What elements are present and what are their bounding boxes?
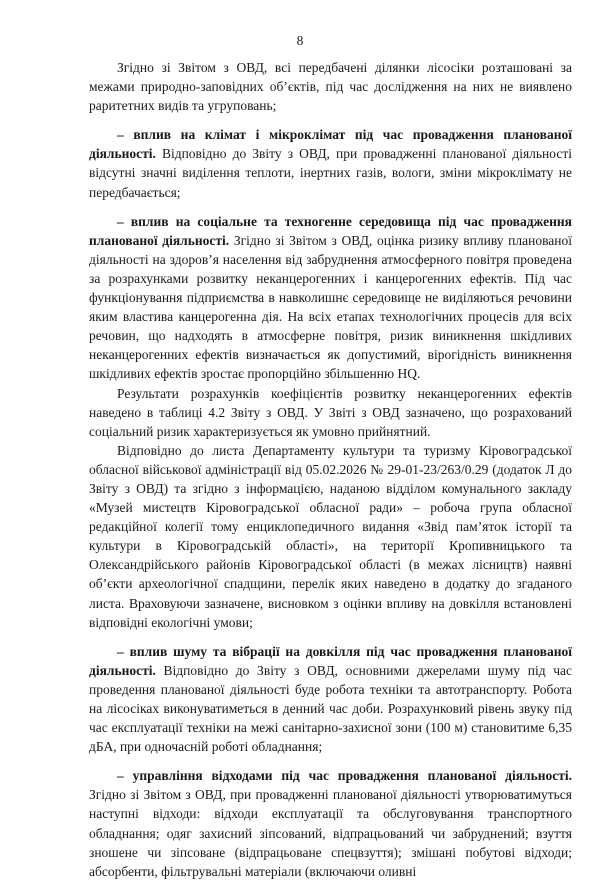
paragraph-climate: [89, 125, 572, 201]
paragraph-lead: – вплив шуму та вібрації на довкілля під час провадження планованої діяльності.: [89, 643, 572, 678]
paragraph-text: Результати розрахунків коефіцієнтів розвитку неканцерогенних ефектів наведено в таблиці 4.2 Звіту з ОВД. У Звіті з ОВД зазначено, що розрахований соціальний ризик характеризується як умовно прийнятний.: [89, 385, 572, 439]
paragraph-noise-vibration: [89, 642, 572, 757]
paragraph-lead: – управління відходами під час провадження планованої діяльності.: [117, 768, 572, 784]
paragraph-text: Відповідно до Звіту з ОВД, основними джерелами шуму під час проведення планованої діяльності буде робота техніки та автотранспорту. Робота на лісосіках виконуватиметься в денний час доби. Розрахунковий рівень звуку під час експлуатації техніки на межі санітарно-захисної зони (100 м) становитиме 6,35 дБА, при одночасній роботі обладнання;: [89, 662, 572, 755]
paragraph-text: Відповідно до листа Департаменту культури та туризму Кіровоградської обласної військової адміністрації від 05.02.2026 № 29-01-23/263/0.29 (додаток Л до Звіту з ОВД) та згідно з інформацією, наданою відділом комунального закладу «Музей мистецтв Кіровоградської обласної ради» – робоча група обласної редакційної колегії тому енциклопедичного видання «Звід пам’яток історії та культури в Кіровоградській області», на території Кропивницького та Олександрійського районів Кіровоградської області (в межах лісництв) наявні об’єкти археологічної спадщини, перелік яких наведено в додатку до згаданого листа. Враховуючи зазначене, висновком з оцінки впливу на довкілля встановлені відповідні екологічні умови;: [89, 442, 572, 630]
paragraph-heritage: [89, 441, 572, 632]
paragraph-risk-results: [89, 384, 572, 441]
paragraph-lead: – вплив на клімат і мікроклімат під час провадження планованої діяльності.: [89, 127, 572, 162]
paragraph-text: Згідно зі Звітом з ОВД, всі передбачені ділянки лісосіки розташовані за межами природно-заповідних об’єктів, під час дослідження на них не виявлено раритетних видів та угруповань;: [89, 60, 572, 114]
paragraph-text: Відповідно до Звіту з ОВД, при провадженні планованої діяльності відсутні значні виділення теплоти, інертних газів, вологи, зміни мікроклімату не передбачається;: [89, 146, 573, 200]
page-number: 8: [296, 33, 304, 48]
paragraph-text: Згідно зі Звітом з ОВД, оцінка ризику впливу планованої діяльності на здоров’я населення від забруднення атмосферного повітря проведена за розрахунками розвитку неканцерогенних і канцерогенних ефектів. Під час функціонування підприємства в навколишнє середовище не виділяються речовини яким властива канцерогенна дія. На всіх етапах технологічних процесів для всіх речовин, що надходять в атмосферне повітря, ризик виникнення шкідливих неканцерогенних ефектів визначається як допустимий, вірогідність виникнення шкідливих ефектів зростає пропорційно збільшенню HQ.: [89, 232, 572, 382]
paragraph-lead: – вплив на соціальне та техногенне середовища під час провадження планованої діяльності.: [89, 213, 572, 248]
paragraph-text: Згідно зі Звітом з ОВД, при провадженні планованої діяльності утворюватимуться наступні відходи: відходи експлуатації та обслуговування транспортного обладнання; одяг захисний зіпсований, відпрацьований чи забруднений; взуття зношене чи зіпсоване (відпрацьоване спецвзуття); змішані побутові відходи; абсорбенти, фільтрувальні матеріали (включаючи оливні: [89, 787, 572, 879]
paragraph-social-environment: [89, 212, 572, 384]
paragraph-protected-areas: [89, 58, 572, 115]
paragraph-waste-management: [89, 766, 572, 881]
document-body: [89, 58, 572, 881]
